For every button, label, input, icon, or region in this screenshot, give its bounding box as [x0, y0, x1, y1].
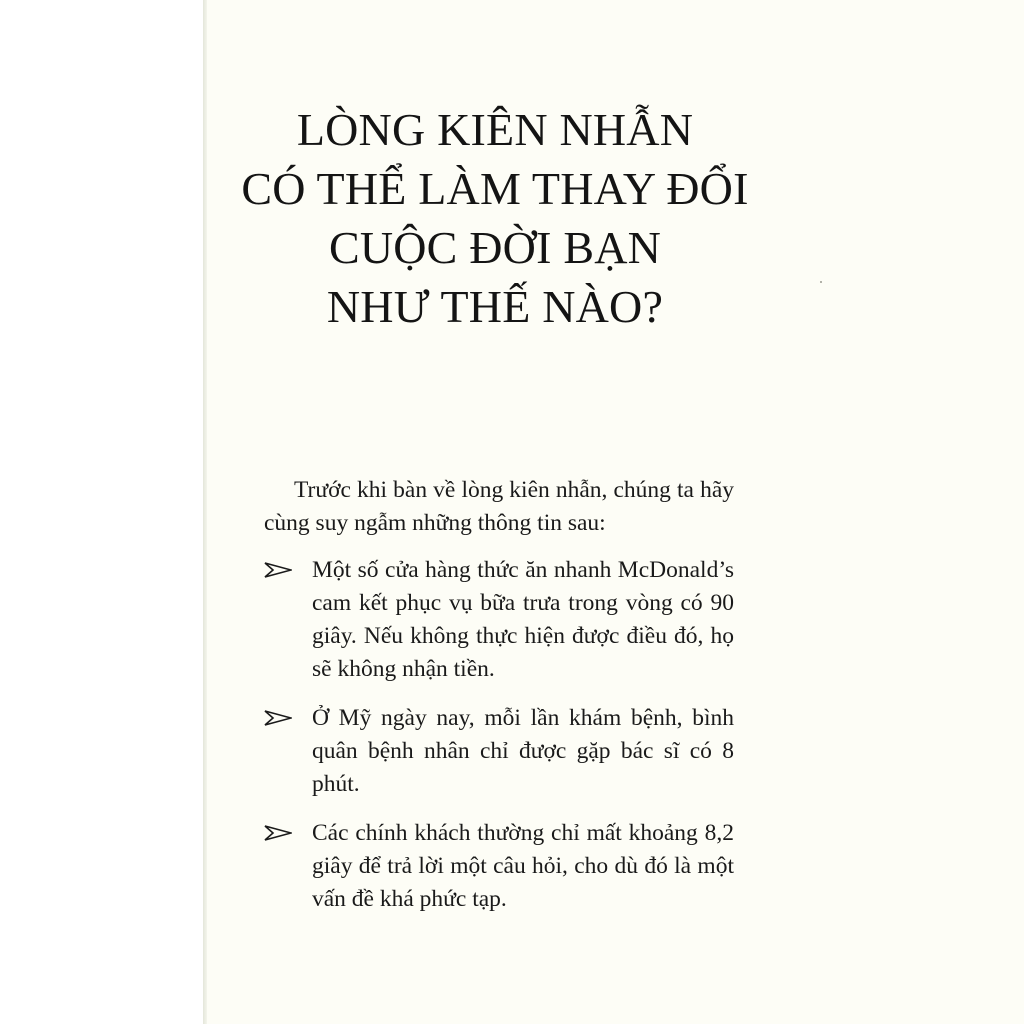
title-line: CUỘC ĐỜI BẠN: [328, 222, 662, 273]
list-item: [264, 817, 734, 916]
arrowhead-bullet-icon: [264, 561, 292, 579]
bullet-text: Một số cửa hàng thức ăn nhanh McDonald’s cam kết phục vụ bữa trưa trong vòng có 90 giây. Nếu không thực hiện được điều đó, họ sẽ không nhận tiền.: [312, 557, 734, 682]
chapter-title: [206, 100, 784, 336]
list-item: [264, 702, 734, 801]
bullet-text: Ở Mỹ ngày nay, mỗi lần khám bệnh, bình quân bệnh nhân chỉ được gặp bác sĩ có 8 phút.: [312, 705, 734, 797]
list-item: [264, 554, 734, 686]
title-line: CÓ THỂ LÀM THAY ĐỔI: [241, 163, 749, 214]
title-line: LÒNG KIÊN NHẪN: [296, 104, 694, 155]
title-line: NHƯ THẾ NÀO?: [326, 281, 664, 332]
arrowhead-bullet-icon: [264, 709, 292, 727]
bullet-text: Các chính khách thường chỉ mất khoảng 8,2 giây để trả lời một câu hỏi, cho dù đó là một vấn đề khá phức tạp.: [312, 820, 734, 912]
intro-paragraph: Trước khi bàn về lòng kiên nhẫn, chúng ta hãy cùng suy ngẫm những thông tin sau:: [264, 477, 734, 536]
body-text: [264, 474, 734, 932]
arrowhead-bullet-icon: [264, 824, 292, 842]
bullet-list: [264, 554, 734, 916]
print-speck: [820, 281, 822, 283]
